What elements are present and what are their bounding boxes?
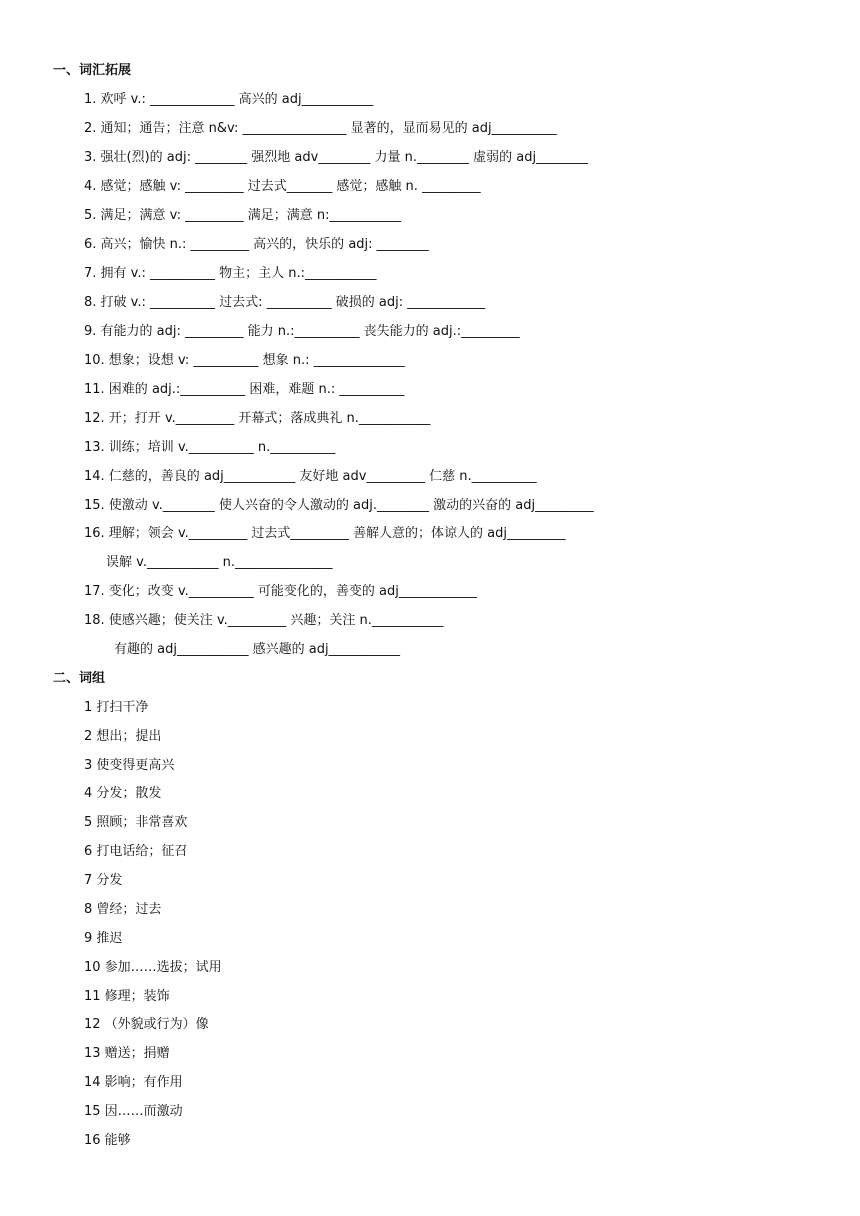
phrase-item-10: 10 参加……选拔；试用 bbox=[84, 960, 222, 975]
vocab-item-13: 13. 训练；培训 v.__________ n.__________ bbox=[84, 440, 336, 455]
vocab-item-3: 3. 强壮(烈)的 adj: ________ 强烈地 adv________ 力量 n.________ 虚弱的 adj________ bbox=[84, 150, 589, 165]
vocab-item-16-continuation: 误解 v.___________ n._______________ bbox=[106, 555, 333, 570]
phrase-item-6: 6 打电话给；征召 bbox=[84, 844, 188, 859]
phrase-item-8: 8 曾经；过去 bbox=[84, 902, 162, 917]
vocab-item-15: 15. 使激动 v.________ 使人兴奋的令人激动的 adj.________ 激动的兴奋的 adj_________ bbox=[84, 498, 594, 513]
vocab-item-17: 17. 变化；改变 v.__________ 可能变化的，善变的 adj____________ bbox=[84, 584, 477, 599]
phrase-item-11: 11 修理；装饰 bbox=[84, 989, 170, 1004]
vocab-item-8: 8. 打破 v.: __________ 过去式: __________ 破损的 adj: ____________ bbox=[84, 295, 486, 310]
vocab-item-2: 2. 通知；通告；注意 n&v: ________________ 显著的，显而易见的 adj__________ bbox=[84, 121, 557, 136]
vocab-item-5: 5. 满足；满意 v: _________ 满足；满意 n:___________ bbox=[84, 208, 402, 223]
vocab-item-11: 11. 困难的 adj.:__________ 困难，难题 n.: __________ bbox=[84, 382, 405, 397]
vocab-item-7: 7. 拥有 v.: __________ 物主；主人 n.:___________ bbox=[84, 266, 377, 281]
phrase-item-5: 5 照顾；非常喜欢 bbox=[84, 815, 188, 830]
vocab-item-16: 16. 理解；领会 v._________ 过去式_________ 善解人意的；体谅人的 adj_________ bbox=[84, 526, 566, 541]
phrase-item-7: 7 分发 bbox=[84, 873, 123, 888]
section-title-vocabulary: 一、词汇拓展 bbox=[53, 63, 132, 78]
phrase-item-13: 13 赠送；捐赠 bbox=[84, 1046, 170, 1061]
section-title-phrases: 二、词组 bbox=[53, 671, 106, 686]
phrase-item-9: 9 推迟 bbox=[84, 931, 123, 946]
phrase-item-16: 16 能够 bbox=[84, 1133, 131, 1148]
phrase-item-15: 15 因……而激动 bbox=[84, 1104, 183, 1119]
vocab-item-18-continuation: 有趣的 adj___________ 感兴趣的 adj___________ bbox=[114, 642, 401, 657]
vocab-item-4: 4. 感觉；感触 v: _________ 过去式_______ 感觉；感触 n. _________ bbox=[84, 179, 481, 194]
vocab-item-18: 18. 使感兴趣；使关注 v._________ 兴趣；关注 n.___________ bbox=[84, 613, 444, 628]
vocab-item-6: 6. 高兴；愉快 n.: _________ 高兴的，快乐的 adj: ________ bbox=[84, 237, 429, 252]
vocab-item-12: 12. 开；打开 v._________ 开幕式；落成典礼 n.___________ bbox=[84, 411, 431, 426]
phrase-item-3: 3 使变得更高兴 bbox=[84, 758, 175, 773]
phrase-item-12: 12 （外貌或行为）像 bbox=[84, 1017, 209, 1032]
vocab-item-9: 9. 有能力的 adj: _________ 能力 n.:__________ 丧失能力的 adj.:_________ bbox=[84, 324, 520, 339]
vocab-item-1: 1. 欢呼 v.: _____________ 高兴的 adj___________ bbox=[84, 92, 374, 107]
phrase-item-14: 14 影响；有作用 bbox=[84, 1075, 183, 1090]
phrase-item-4: 4 分发；散发 bbox=[84, 786, 162, 801]
phrase-item-1: 1 打扫干净 bbox=[84, 700, 149, 715]
vocab-item-14: 14. 仁慈的，善良的 adj___________ 友好地 adv_________ 仁慈 n.__________ bbox=[84, 469, 537, 484]
vocab-item-10: 10. 想象；设想 v: __________ 想象 n.: ______________ bbox=[84, 353, 405, 368]
phrase-item-2: 2 想出；提出 bbox=[84, 729, 162, 744]
